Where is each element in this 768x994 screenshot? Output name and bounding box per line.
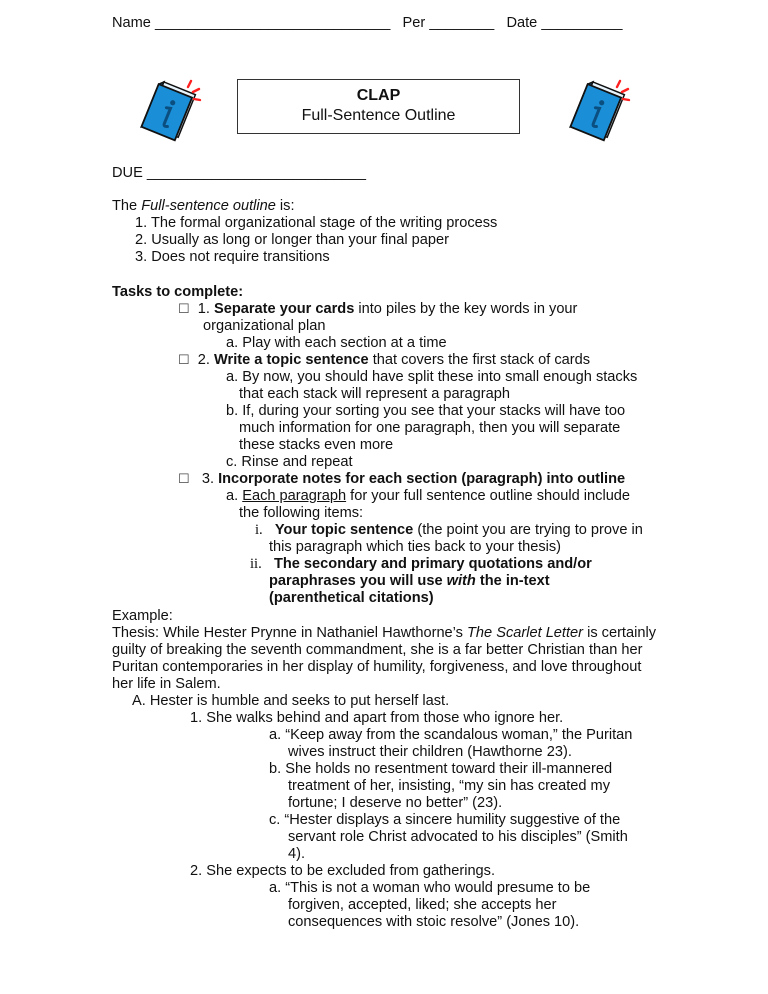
outline-point-a1a: a. “Keep away from the scandalous woman,” the Puritan	[269, 727, 633, 743]
task-1-sub-a: a. Play with each section at a time	[226, 335, 447, 351]
intro-item: 1. The formal organizational stage of the writing process	[135, 215, 498, 231]
period-field[interactable]: ________	[429, 15, 495, 31]
outline-point-a2a-cont: consequences with stoic resolve” (Jones 10).	[288, 914, 580, 930]
task-2-sub-b-cont: much information for one paragraph, then you will separate	[239, 420, 621, 436]
task-2-sub-a-cont: that each stack will represent a paragraph	[239, 386, 510, 402]
header-line	[112, 14, 623, 32]
date-field[interactable]: __________	[541, 15, 623, 31]
intro-item: 3. Does not require transitions	[135, 249, 330, 265]
task-3-sub-ii-cont: (parenthetical citations)	[269, 590, 434, 606]
date-label: Date	[506, 15, 538, 31]
thesis-line: her life in Salem.	[112, 676, 221, 692]
outline-point-a1b-cont: fortune; I deserve no better” (23).	[288, 795, 503, 811]
task-2-sub-b-cont: these stacks even more	[239, 437, 394, 453]
task-3-sub-a: a. Each paragraph for your full sentence outline should include	[226, 488, 631, 504]
task-3-sub-a-cont: the following items:	[239, 505, 364, 521]
outline-point-a1a-cont: wives instruct their children (Hawthorne 23).	[288, 744, 572, 760]
task-2-sub-c: c. Rinse and repeat	[226, 454, 353, 470]
task-3-sub-i: i. Your topic sentence (the point you are trying to prove in	[255, 522, 643, 538]
term-emphasis: Full-sentence outline	[141, 198, 276, 214]
outline-point-a1c-cont: servant role Christ advocated to his disciples” (Smith	[288, 829, 628, 845]
example-label: Example:	[112, 608, 173, 624]
checkbox-task-2[interactable]: ☐	[178, 352, 190, 367]
outline-point-a2a-cont: forgiven, accepted, liked; she accepts her	[288, 897, 557, 913]
task-2-sub-b: b. If, during your sorting you see that your stacks will have too	[226, 403, 626, 419]
outline-point-a1b: b. She holds no resentment toward their ill-mannered	[269, 761, 613, 777]
title-sub: Full-Sentence Outline	[301, 107, 456, 124]
due-field[interactable]: ___________________________	[146, 165, 367, 181]
due-line	[112, 164, 366, 182]
outline-point-a: A. Hester is humble and seeks to put herself last.	[132, 693, 450, 709]
thesis-line: Thesis: While Hester Prynne in Nathaniel Hawthorne’s The Scarlet Letter is certainly	[112, 625, 657, 641]
outline-point-a1b-cont: treatment of her, insisting, “my sin has created my	[288, 778, 611, 794]
outline-point-a2a: a. “This is not a woman who would presume to be	[269, 880, 591, 896]
title-main: CLAP	[356, 87, 401, 104]
tasks-heading: Tasks to complete:	[112, 284, 244, 300]
title-box	[237, 79, 520, 134]
task-3-sub-ii: ii. The secondary and primary quotations and/or	[250, 556, 592, 572]
name-field[interactable]: _____________________________	[155, 15, 391, 31]
checkbox-task-3[interactable]: ☐	[178, 471, 190, 486]
task-3-sub-i-cont: this paragraph which ties back to your thesis)	[269, 539, 562, 555]
info-book-icon	[567, 77, 637, 147]
info-book-icon	[138, 77, 208, 147]
task-1: ☐ 1. Separate your cards into piles by the key words in your	[178, 301, 578, 317]
outline-point-a1: 1. She walks behind and apart from those who ignore her.	[190, 710, 564, 726]
task-2-sub-a: a. By now, you should have split these into small enough stacks	[226, 369, 638, 385]
book-title: The Scarlet Letter	[467, 625, 584, 641]
outline-point-a1c-cont: 4).	[288, 846, 306, 862]
task-3: ☐ 3. Incorporate notes for each section (paragraph) into outline	[178, 471, 626, 487]
thesis-line: Puritan contemporaries in her display of humility, forgiveness, and love throughout	[112, 659, 642, 675]
name-label: Name	[112, 15, 151, 31]
thesis-line: guilty of breaking the seventh commandment, she is a far better Christian than her	[112, 642, 643, 658]
intro-item: 2. Usually as long or longer than your final paper	[135, 232, 449, 248]
task-2: ☐ 2. Write a topic sentence that covers the first stack of cards	[178, 352, 591, 368]
intro-lead: The Full-sentence outline is:	[112, 198, 295, 214]
task-3-sub-ii-cont: paraphrases you will use with the in-text	[269, 573, 550, 589]
task-1-cont: organizational plan	[203, 318, 326, 334]
period-label: Per	[402, 15, 426, 31]
due-label: DUE	[112, 165, 143, 181]
checkbox-task-1[interactable]: ☐	[178, 301, 190, 316]
outline-point-a2: 2. She expects to be excluded from gatherings.	[190, 863, 496, 879]
outline-point-a1c: c. “Hester displays a sincere humility suggestive of the	[269, 812, 621, 828]
